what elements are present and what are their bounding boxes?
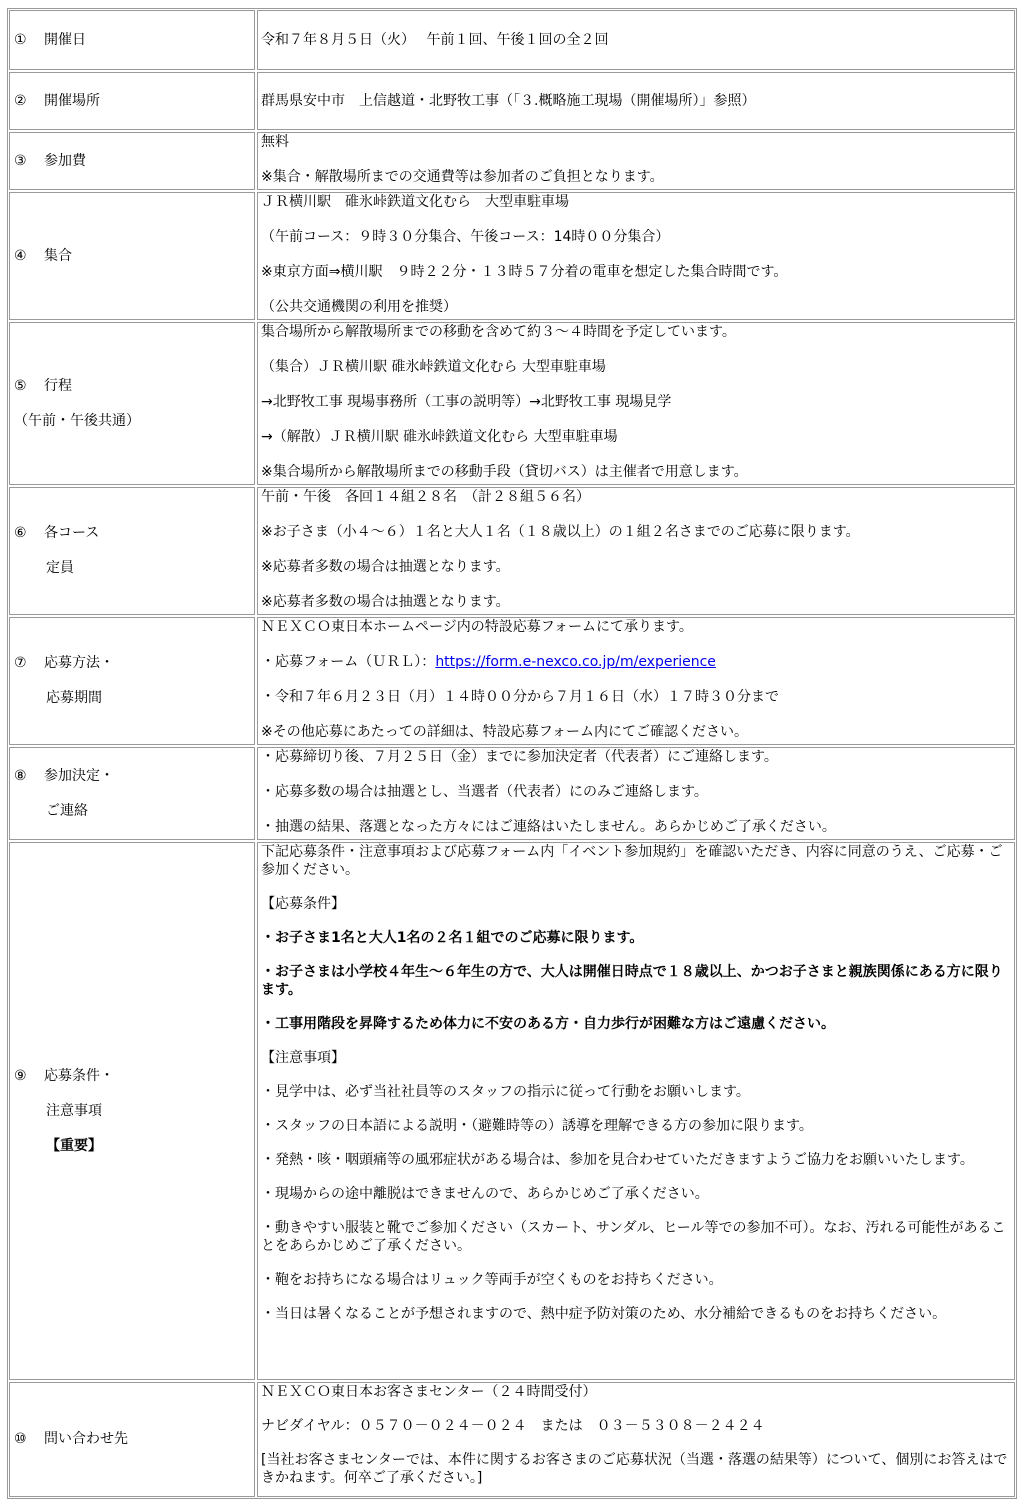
row-label: 行程: [44, 377, 72, 394]
content-cell: [257, 192, 1015, 320]
notice-item: ・発熱・咳・咽頭痛等の風邪症状がある場合は、参加を見合わせていただきますようご協力をお願いいたします。: [261, 1152, 974, 1168]
row-label: 応募条件・: [44, 1067, 114, 1084]
notice-item: ・見学中は、必ず当社社員等のスタッフの指示に従って行動をお願いします。: [261, 1084, 750, 1100]
meeting-times: （午前コース：９時３０分集合、午後コース：14時００分集合）: [261, 229, 670, 245]
notice-item: ・鞄をお持ちになる場合はリュック等両手が空くものをお持ちください。: [261, 1272, 723, 1288]
fee-text: 無料: [261, 134, 289, 150]
row-label: 応募方法・: [44, 655, 114, 671]
itinerary-line: →北野牧工事 現場事務所（工事の説明等）→北野牧工事 現場見学: [261, 394, 672, 410]
row-sublabel: 注意事項: [46, 1102, 102, 1119]
application-line: ＮＥＸＣＯ東日本ホームページ内の特設応募フォームにて承ります。: [261, 619, 693, 635]
fee-note: ※集合・解散場所までの交通費等は参加者のご負担となります。: [261, 169, 664, 185]
row-sublabel: 応募期間: [46, 690, 102, 706]
label-cell: ⑧ 参加決定・ ご連絡: [9, 747, 255, 840]
table-row-contact: [9, 1382, 1015, 1497]
content-cell: [257, 487, 1015, 615]
table-row-capacity: [9, 487, 1015, 615]
content-cell: [257, 132, 1015, 190]
row-label: 開催場所: [44, 92, 100, 109]
notice-item: ・動きやすい服装と靴でご参加ください（スカート、サンダル、ヒール等での参加不可）。なお、汚れる可能性があることをあらかじめご了承ください。: [261, 1220, 1006, 1254]
itinerary-line: →（解散）ＪＲ横川駅 碓氷峠鉄道文化むら 大型車駐車場: [261, 429, 618, 445]
application-line: ※その他応募にあたっての詳細は、特設応募フォーム内にてご確認ください。: [261, 724, 749, 740]
section-heading: 【応募条件】: [261, 896, 345, 912]
row-label: 問い合わせ先: [44, 1431, 128, 1447]
contact-phone: ナビダイヤル：０５７０－０２４－０２４ または ０３－５３０８－２４２４: [261, 1418, 765, 1434]
label-cell: ② 開催場所: [9, 72, 255, 130]
label-cell: ⑨ 応募条件・ 注意事項 【重要】: [9, 842, 255, 1380]
row-sublabel: 定員: [46, 560, 74, 576]
row-label: 各コース: [44, 525, 100, 541]
table-row-application: [9, 617, 1015, 745]
table-row-meeting: [9, 192, 1015, 320]
content-cell: [257, 72, 1015, 130]
row-sublabel: ご連絡: [46, 802, 88, 819]
event-date: 令和７年８月５日（火） 午前１回、午後１回の全２回: [261, 31, 609, 48]
important-label: 【重要】: [46, 1137, 102, 1154]
contact-center: ＮＥＸＣＯ東日本お客さまセンター（２４時間受付）: [261, 1384, 597, 1400]
row-label: 開催日: [44, 31, 86, 48]
application-form-line: [261, 653, 1010, 672]
label-cell: ① 開催日: [9, 10, 255, 70]
label-cell: ③ 参加費: [9, 132, 255, 190]
meeting-train-note: ※東京方面⇒横川駅 ９時２２分・１３時５７分着の電車を想定した集合時間です。: [261, 264, 788, 280]
form-url-label: ・応募フォーム（ＵＲＬ）：: [261, 654, 436, 670]
table-row-itinerary: [9, 322, 1015, 485]
notice-item: ・現場からの途中離脱はできませんので、あらかじめご了承ください。: [261, 1186, 709, 1202]
notice-item: ・スタッフの日本語による説明・（避難時等の）誘導を理解できる方の参加に限ります。: [261, 1118, 813, 1134]
application-line: ・令和７年６月２３日（月）１４時００分から７月１６日（水）１７時３０分まで: [261, 689, 779, 705]
table-row-conditions: [9, 842, 1015, 1380]
capacity-line: ※応募者多数の場合は抽選となります。: [261, 594, 510, 610]
row-label: 参加費: [44, 152, 86, 169]
condition-item: ・お子さまは小学校４年生～６年生の方で、大人は開催日時点で１８歳以上、かつお子さまと親族関係にある方に限ります。: [261, 964, 1003, 998]
content-cell: [257, 1382, 1015, 1497]
notification-line: ・抽選の結果、落選となった方々にはご連絡はいたしません。あらかじめご了承ください。: [261, 819, 836, 835]
section-heading: 【注意事項】: [261, 1050, 345, 1066]
contact-note: [当社お客さまセンターでは、本件に関するお客さまのご応募状況（当選・落選の結果等）について、個別にお答えはできかねます。何卒ご了承ください。]: [261, 1452, 1008, 1486]
content-cell: [257, 747, 1015, 840]
meeting-place: ＪＲ横川駅 碓氷峠鉄道文化むら 大型車駐車場: [261, 194, 569, 210]
capacity-line: ※お子さま（小４～６）１名と大人１名（１８歳以上）の１組２名さまでのご応募に限ります。: [261, 524, 860, 540]
content-cell: [257, 617, 1015, 745]
itinerary-line: 集合場所から解散場所までの移動を含めて約３～４時間を予定しています。: [261, 324, 736, 340]
content-cell: [257, 10, 1015, 70]
capacity-line: 午前・午後 各回１４組２８名 （計２８組５６名）: [261, 489, 590, 505]
table-row-date: [9, 10, 1015, 70]
notice-item: ・当日は暑くなることが予想されますので、熱中症予防対策のため、水分補給できるものをお持ちください。: [261, 1306, 947, 1322]
notification-line: ・応募多数の場合は抽選とし、当選者（代表者）にのみご連絡します。: [261, 784, 708, 800]
label-cell: ⑦ 応募方法・ 応募期間: [9, 617, 255, 745]
itinerary-line: （集合）ＪＲ横川駅 碓氷峠鉄道文化むら 大型車駐車場: [261, 359, 606, 375]
label-cell: ⑥ 各コース 定員: [9, 487, 255, 615]
meeting-transit-note: （公共交通機関の利用を推奨）: [261, 299, 457, 315]
venue-text: 群馬県安中市 上信越道・北野牧工事（「３.概略施工現場（開催場所）」参照）: [261, 92, 756, 109]
content-cell: [257, 322, 1015, 485]
table-row-venue: [9, 72, 1015, 130]
content-cell: [257, 842, 1015, 1380]
table-row-fee: [9, 132, 1015, 190]
row-label: 参加決定・: [44, 767, 114, 784]
label-cell: ⑩ 問い合わせ先: [9, 1382, 255, 1497]
table-row-notification: [9, 747, 1015, 840]
application-form-link[interactable]: https://form.e-nexco.co.jp/m/experience: [435, 654, 716, 670]
capacity-line: ※応募者多数の場合は抽選となります。: [261, 559, 510, 575]
label-cell: ⑤ 行程 （午前・午後共通）: [9, 322, 255, 485]
condition-item: ・工事用階段を昇降するため体力に不安のある方・自力歩行が困難な方はご遠慮ください。: [261, 1016, 835, 1032]
condition-item: ・お子さま1名と大人1名の２名１組でのご応募に限ります。: [261, 930, 644, 946]
itinerary-line: ※集合場所から解散場所までの移動手段（貸切バス）は主催者で用意します。: [261, 464, 748, 480]
notification-line: ・応募締切り後、７月２５日（金）までに参加決定者（代表者）にご連絡します。: [261, 749, 778, 765]
row-sublabel: （午前・午後共通）: [14, 412, 140, 429]
conditions-intro: 下記応募条件・注意事項および応募フォーム内「イベント参加規約」を確認いただき、内容に同意のうえ、ご応募・ご参加ください。: [261, 844, 1003, 878]
row-label: 集合: [44, 247, 72, 264]
label-cell: ④ 集合: [9, 192, 255, 320]
